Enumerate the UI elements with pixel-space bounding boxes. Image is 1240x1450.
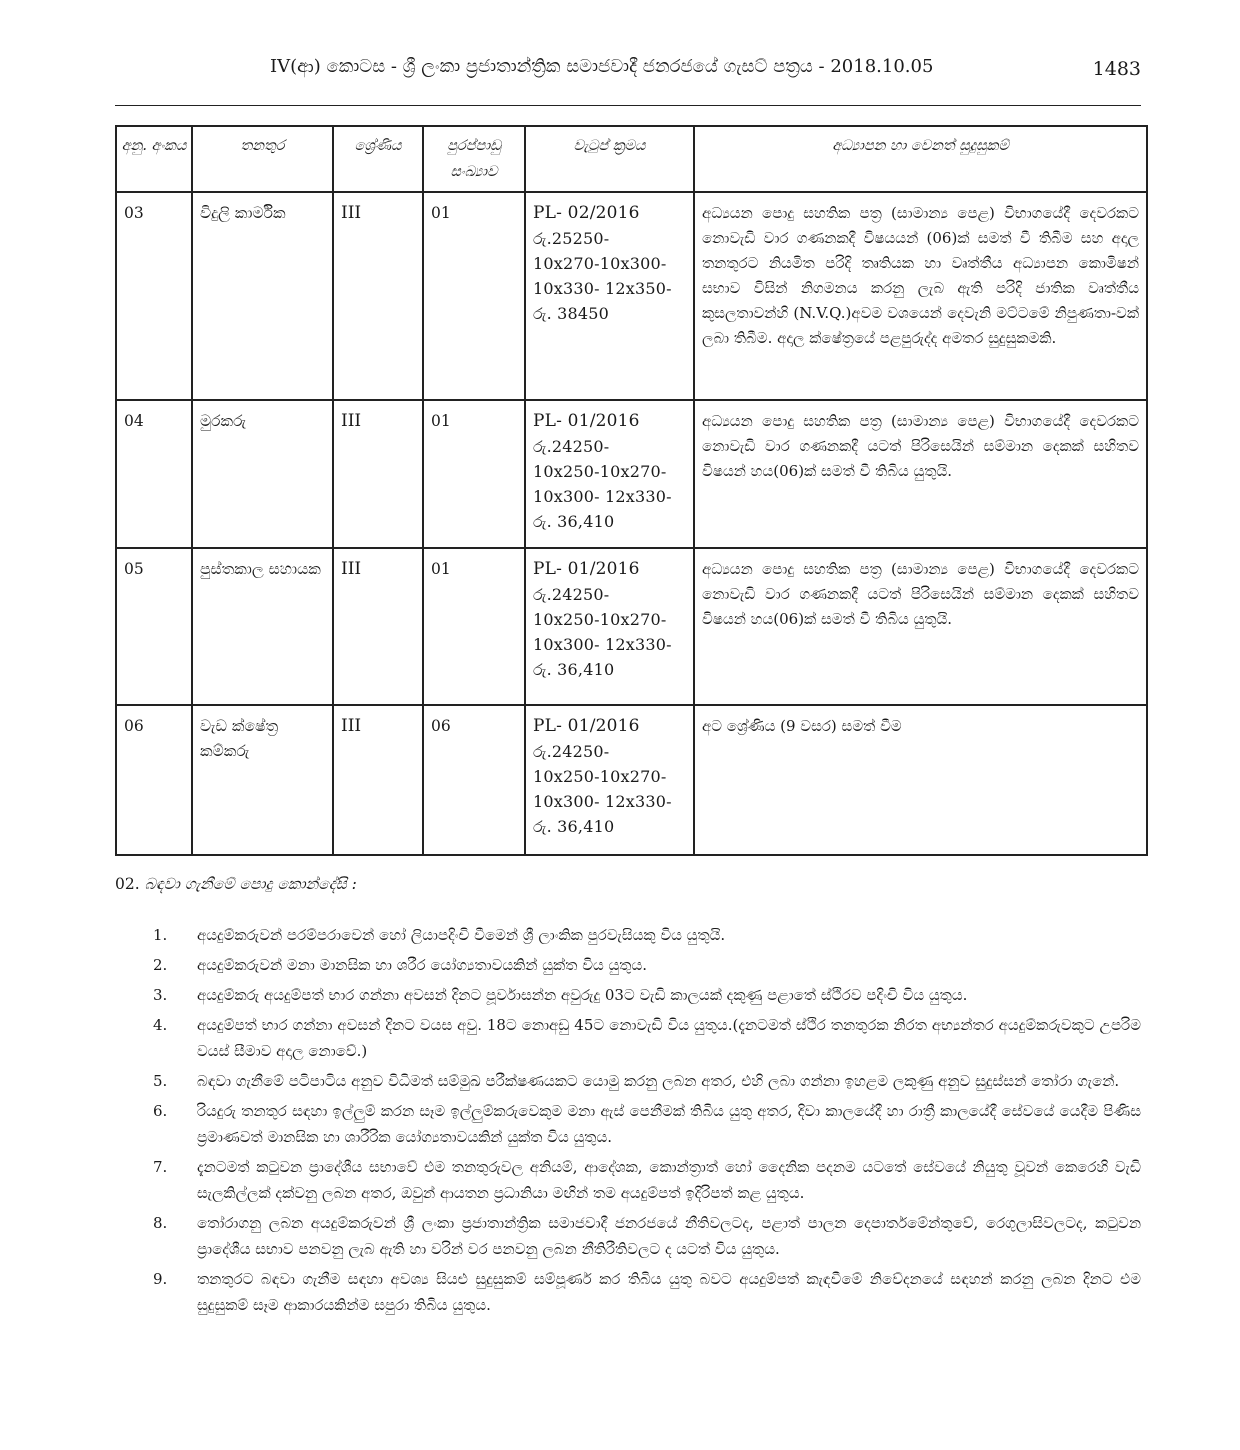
item-text: බඳවා ගැනීමේ පටිපාටිය අනුව විධිමත් සම්මුඛ පරීක්ෂණයකට යොමු කරනු ලබන අතර, එහි ලබා ගන්නා ඉහළම ලකුණු අනුව සුදුස්සන් තෝරා ගැනේ. <box>197 1072 1120 1090</box>
cell-vacancies: 01 <box>423 548 525 705</box>
salary-line: 10x300- 12x330- <box>533 635 672 654</box>
cell-grade: III <box>333 192 423 400</box>
cell-no: 05 <box>116 548 192 705</box>
list-item <box>115 922 1141 948</box>
item-text: අයදුම්කරු අයදුම්පත් භාර ගන්නා අවසන් දිනට පූර්වාසන්න අවුරුදු 03ට වැඩි කාලයක් දකුණු පළාතේ ස්ථිරව පදිංචි විය යුතුය. <box>197 986 968 1004</box>
cell-post: මුරකරු <box>192 400 333 548</box>
salary-line: රු.24250- <box>533 437 610 456</box>
salary-code: PL- 01/2016 <box>533 559 640 579</box>
list-item <box>115 1154 1141 1206</box>
item-text: අයදුම්කරුවන් පරම්පරාවෙන් හෝ ලියාපදිංචි වීමෙන් ශ්‍රී ලාංකික පුරවැසියකු විය යුතුයි. <box>197 926 726 944</box>
cell-no: 03 <box>116 192 192 400</box>
col-header-salary: වැටුප් ක්‍රමය <box>525 126 694 192</box>
cell-no: 06 <box>116 705 192 855</box>
col-header-qualifications: අධ්‍යාපන හා වෙනත් සුදුසුකම් <box>694 126 1147 192</box>
table-row <box>116 400 1147 548</box>
table-header-row <box>116 126 1147 192</box>
section-title: බඳවා ගැනීමේ පොදු කොන්දේසි : <box>144 875 357 893</box>
item-number: 2. <box>153 956 168 974</box>
cell-qualification: අධ්‍යයන පොදු සහතික පත්‍ර (සාමාන්‍ය පෙළ) විභාගයේදී දෙවරකට නොවැඩි වාර ගණනකදී යටත් පිරිසෙයින් සම්මාන දෙකක් සහිතව විෂයන් හය(06)ක් සමත් වී තිබිය යුතුයි. <box>694 548 1147 705</box>
salary-line: 10x330- 12x350- <box>533 279 672 298</box>
item-text: අයදුම්කරුවන් මනා මානසික හා ශරීර යෝග්‍යතාවයකින් යුක්ත විය යුතුය. <box>197 956 648 974</box>
conditions-list <box>115 922 1141 1318</box>
page-header <box>115 52 1141 82</box>
cell-post: විදුලි කාර්මික <box>192 192 333 400</box>
cell-qualification: අධ්‍යයන පොදු සහතික පත්‍ර (සාමාන්‍ය පෙළ) විභාගයේදී දෙවරකට නොවැඩි වාර ගණනකදී යටත් පිරිසෙයින් සම්මාන දෙකක් සහිතව විෂයන් හය(06)ක් සමත් වී තිබිය යුතුයි. <box>694 400 1147 548</box>
salary-line: රු.25250- <box>533 229 610 248</box>
col-header-vacancies: පුරප්පාඩු සංඛ්‍යාව <box>423 126 525 192</box>
page-number: 1483 <box>1092 58 1141 80</box>
cell-vacancies: 06 <box>423 705 525 855</box>
list-item <box>115 1266 1141 1318</box>
list-item <box>115 1210 1141 1262</box>
cell-post: වැඩ ක්ෂේත්‍ර කම්කරු <box>192 705 333 855</box>
col-header-grade: ශ්‍රේණිය <box>333 126 423 192</box>
cell-salary <box>525 548 694 705</box>
cell-post: පුස්තකාල සහායක <box>192 548 333 705</box>
cell-no: 04 <box>116 400 192 548</box>
col-header-post: තනතුර <box>192 126 333 192</box>
vacancy-table <box>115 125 1148 856</box>
item-text: තනතුරට බඳවා ගැනීම සඳහා අවශ්‍ය සියළු සුදුසුකම් සම්පූර්ණ කර තිබිය යුතු බවට අයදුම්පත් කැඳවීමේ නිවේදනයේ සඳහන් කරනු ලබන දිනට එම සුදුසුකම් සෑම ආකාරයකින්ම සපුරා තිබිය යුතුය. <box>197 1270 1141 1314</box>
salary-code: PL- 01/2016 <box>533 716 640 736</box>
cell-grade: III <box>333 548 423 705</box>
cell-grade: III <box>333 705 423 855</box>
item-number: 4. <box>153 1016 168 1034</box>
header-divider <box>115 105 1141 106</box>
salary-line: රු.24250- <box>533 742 610 761</box>
list-item <box>115 982 1141 1008</box>
salary-line: 10x250-10x270- <box>533 462 667 481</box>
item-number: 8. <box>153 1214 168 1232</box>
cell-salary <box>525 400 694 548</box>
cell-qualification: අට ශ්‍රේණිය (9 වසර) සමත් වීම <box>694 705 1147 855</box>
item-number: 3. <box>153 986 168 1004</box>
salary-line: 10x270-10x300- <box>533 254 667 273</box>
salary-line: 10x250-10x270- <box>533 610 667 629</box>
list-item <box>115 1068 1141 1094</box>
item-text: අයදුම්පත් භාර ගන්නා අවසන් දිනට වයස අවු. 18ට නොඅඩු 45ට නොවැඩි විය යුතුය.(දැනටමත් ස්ථිර තනතුරක නිරත අභ්‍යන්තර අයදුම්කරුවකුට උපරිම වයස් සීමාව අදාල නොවේ.) <box>197 1016 1141 1060</box>
list-item <box>115 1012 1141 1064</box>
item-number: 9. <box>153 1270 168 1288</box>
item-text: දැනටමත් කටුවන ප්‍රාදේශීය සභාවේ එම තනතුරුවල අනියම්, ආදේශක, කොන්ත්‍රාත් හෝ දෛනික පදනම යටතේ සේවයේ නියුතු වූවන් කෙරෙහි වැඩි සැලකිල්ලක් දක්වනු ලබන අතර, ඔවුන් ආයතන ප්‍රධානියා මඟින් තම අයදුම්පත් ඉදිරිපත් කළ යුතුය. <box>197 1158 1141 1202</box>
salary-line: රු.24250- <box>533 585 610 604</box>
item-number: 7. <box>153 1158 168 1176</box>
salary-line: 10x300- 12x330- <box>533 792 672 811</box>
cell-grade: III <box>333 400 423 548</box>
salary-line: රු. 38450 <box>533 304 610 323</box>
item-text: රියදුරු තනතුර සඳහා ඉල්ලුම් කරන සෑම ඉල්ලුම්කරුවෙකුම මනා ඇස් පෙනීමක් තිබිය යුතු අතර, දිවා කාලයේදී හා රාත්‍රී කාලයේදී සේවයේ යෙදීම පිණිස ප්‍රමාණවත් මානසික හා ශාරීරික යෝග්‍යතාවයකින් යුක්ත විය යුතුය. <box>197 1102 1141 1146</box>
section-number: 02. <box>115 875 140 893</box>
salary-code: PL- 01/2016 <box>533 411 640 431</box>
salary-line: 10x250-10x270- <box>533 767 667 786</box>
cell-salary <box>525 192 694 400</box>
table-row <box>116 192 1147 400</box>
gazette-title: IV(ආ) කොටස - ශ්‍රී ලංකා ප්‍රජාතාන්ත්‍රික සමාජවාදී ජනරජයේ ගැසට් පත්‍රය - 2018.10.05 <box>270 56 934 77</box>
item-number: 6. <box>153 1102 168 1120</box>
item-number: 1. <box>153 926 168 944</box>
table-row <box>116 705 1147 855</box>
col-header-no: අනු. අංකය <box>116 126 192 192</box>
list-item <box>115 1098 1141 1150</box>
salary-line: රු. 36,410 <box>533 660 615 679</box>
table-row <box>116 548 1147 705</box>
salary-line: රු. 36,410 <box>533 512 615 531</box>
salary-line: රු. 36,410 <box>533 817 615 836</box>
list-item <box>115 952 1141 978</box>
item-number: 5. <box>153 1072 168 1090</box>
salary-line: 10x300- 12x330- <box>533 487 672 506</box>
cell-salary <box>525 705 694 855</box>
cell-vacancies: 01 <box>423 400 525 548</box>
cell-vacancies: 01 <box>423 192 525 400</box>
item-text: තෝරාගනු ලබන අයදුම්කරුවන් ශ්‍රී ලංකා ප්‍රජාතාන්ත්‍රික සමාජවාදී ජනරජයේ නීතිවලටද, පළාත් පාලන දෙපාර්තමේන්තුවේ, රෙගුලාසිවලටද, කටුවන ප්‍රාදේශීය සභාව පනවනු ලැබ ඇති හා වරින් වර පනවනු ලබන නීතිරීතිවලට ද යටත් විය යුතුය. <box>197 1214 1141 1258</box>
cell-qualification: අධ්‍යයන පොදු සහතික පත්‍ර (සාමාන්‍ය පෙළ) විභාගයේදී දෙවරකට නොවැඩි වාර ගණනකදී විෂයයන් (06)ක් සමත් වී තිබීම සහ අදාල තනතුරට නියමිත පරිදි තෘතියක හා වෘත්තීය අධ්‍යාපන කොමිෂන් සභාව විසින් නිගමනය කරනු ලැබ ඇති පරිදි ජාතික වෘත්තීය කුසලතාවන්හි (N.V.Q.)අවම වශයෙන් දෙවැනි මට්ටමේ නිපුණතා-වක් ලබා තිබීම. අදාල ක්ෂේත්‍රයේ පළපුරුද්ද අමතර සුදුසුකමකි. <box>694 192 1147 400</box>
section-heading <box>115 875 357 894</box>
salary-code: PL- 02/2016 <box>533 203 640 223</box>
